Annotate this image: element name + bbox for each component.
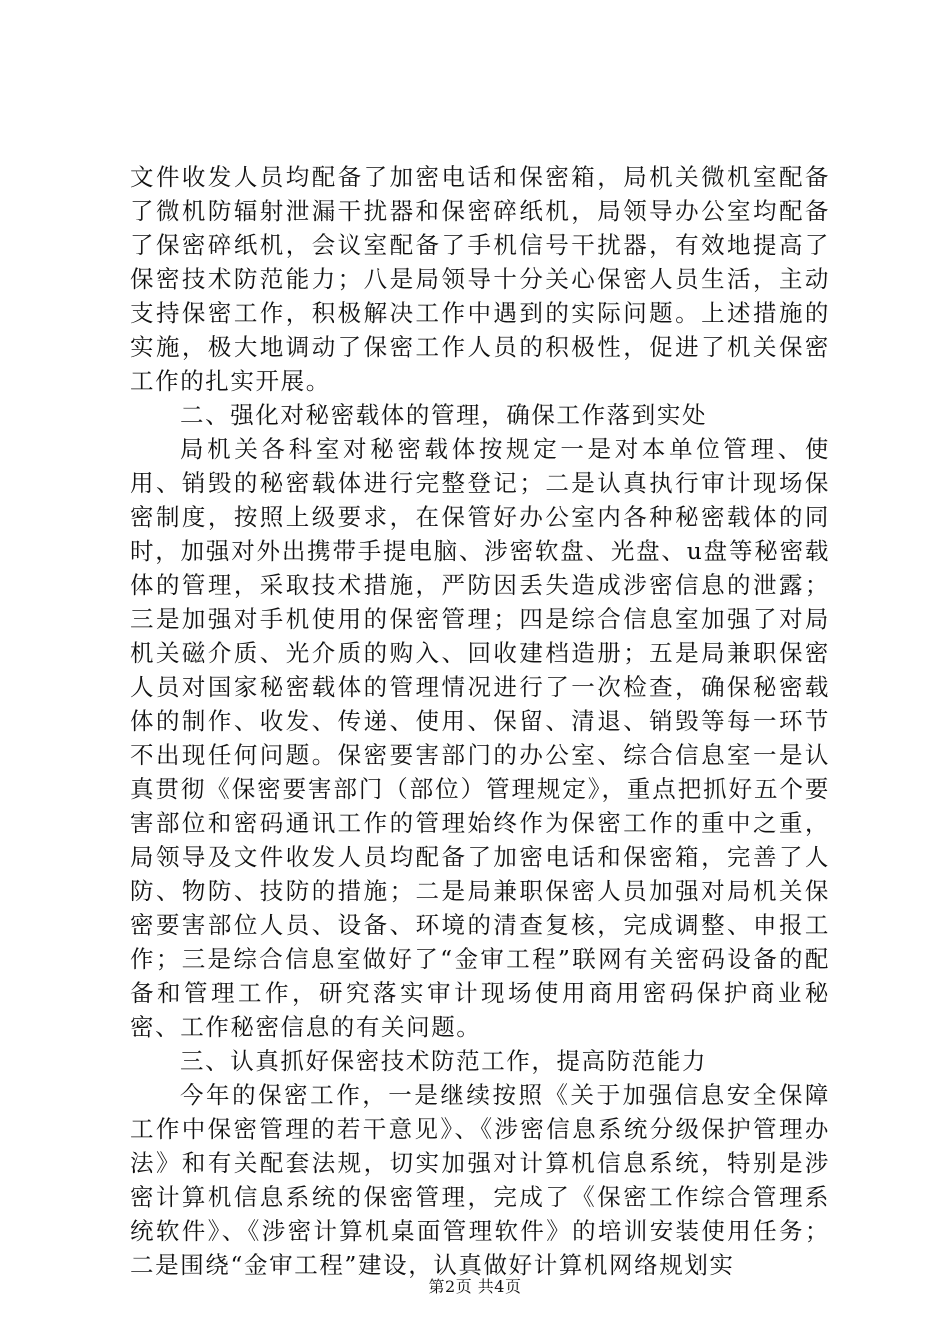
page-footer: 第2页 共4页 [428,1277,522,1296]
section-heading-3: 三、认真抓好保密技术防范工作，提高防范能力 [180,1047,708,1075]
section-heading-2: 二、强化对秘密载体的管理，确保工作落到实处 [180,401,708,429]
paragraph-secret-carrier-management: 局机关各科室对秘密载体按规定一是对本单位管理、使用、销毁的秘密载体进行完整登记；二是认真执行审计现场保密制度，按照上级要求，在保管好办公室内各种秘密载体的同时，加强对外出携带手提电脑、涉密软盘、光盘、u盘等秘密载体的管理，采取技术措施，严防因丢失造成涉密信息的泄露；三是加强对手机使用的保密管理；四是综合信息室加强了对局机关磁介质、光介质的购入、回收建档造册；五是局兼职保密人员对国家秘密载体的管理情况进行了一次检查，确保秘密载体的制作、收发、传递、使用、保留、清退、销毁等每一环节不出现任何问题。保密要害部门的办公室、综合信息室一是认真贯彻《保密要害部门（部位）管理规定》，重点把抓好五个要害部位和密码通讯工作的管理始终作为保密工作的重中之重，局领导及文件收发人员均配备了加密电话和保密箱，完善了人防、物防、技防的措施；二是局兼职保密人员加强对局机关保密要害部位人员、设备、环境的清查复核，完成调整、申报工作；三是综合信息室做好了“金审工程”联网有关密码设备的配备和管理工作，研究落实审计现场使用商用密码保护商业秘密、工作秘密信息的有关问题。 [130,435,830,1041]
document-body [130,160,830,1282]
paragraph-continuation: 文件收发人员均配备了加密电话和保密箱，局机关微机室配备了微机防辐射泄漏干扰器和保密碎纸机，局领导办公室均配备了保密碎纸机，会议室配备了手机信号干扰器，有效地提高了保密技术防范能力；八是局领导十分关心保密人员生活，主动支持保密工作，积极解决工作中遇到的实际问题。上述措施的实施，极大地调动了保密工作人员的积极性，促进了机关保密工作的扎实开展。 [130,163,830,395]
paragraph-technical-protection: 今年的保密工作，一是继续按照《关于加强信息安全保障工作中保密管理的若干意见》、《涉密信息系统分级保护管理办法》和有关配套法规，切实加强对计算机信息系统，特别是涉密计算机信息系统的保密管理，完成了《保密工作综合管理系统软件》、《涉密计算机桌面管理软件》的培训安装使用任务；二是围绕“金审工程”建设，认真做好计算机网络规划实 [130,1081,830,1279]
